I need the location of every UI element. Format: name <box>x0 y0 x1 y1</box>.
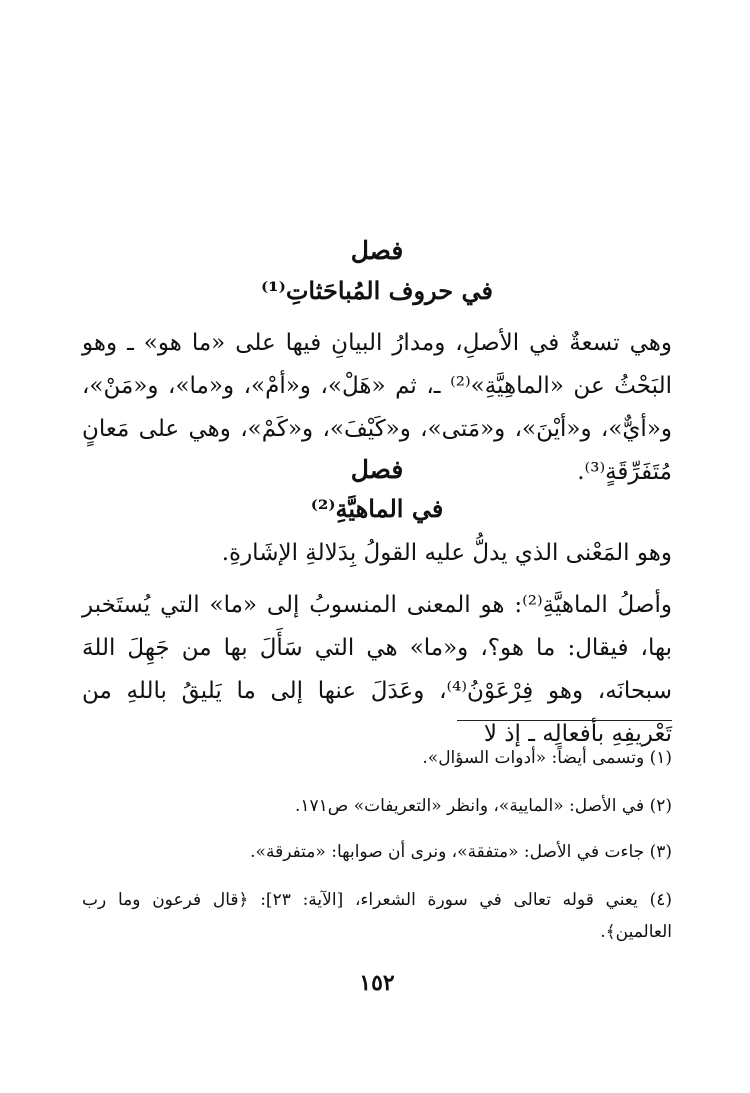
page-number: ١٥٢ <box>359 970 395 996</box>
section-1-subtitle: في حروف المُباحَثاتِ⁽¹⁾ <box>261 276 493 305</box>
footnote-2: (٢) في الأصل: «المايية»، وانظر «التعريفات» ص١٧١. <box>294 796 672 816</box>
footnote-divider <box>457 720 672 721</box>
section-2-paragraph-1: وهو المَعْنى الذي يدلُّ عليه القولُ بِدَلالةِ الإشَارةِ. <box>221 540 672 566</box>
section-2-paragraph-2: وأصلُ الماهيَّةِ⁽²⁾: هو المعنى المنسوبُ إلى «ما» التي يُستَخبر بها، فيقال: ما هو؟، و«ما» هي التي سَأَلَ بها من جَهِلَ اللهَ سبحانَه، وهو فِرْعَوْنُ⁽⁴⁾، وعَدَلَ عنها إلى ما يَليقُ باللهِ من تَعْريفِهِ بأفعالِه ـ إذ لا <box>82 592 673 747</box>
section-1-title: فصل <box>350 236 404 265</box>
section-2-subtitle: في الماهيَّةِ⁽²⁾ <box>310 494 444 523</box>
section-1-paragraph: وهي تسعةٌ في الأصلِ، ومدارُ البيانِ فيها على «ما هو» ـ وهو البَحْثُ عن «الماهِيَّةِ»⁽²⁾ ـ، ثم «هَلْ»، و«أمْ»، و«ما»، و«مَنْ»، و«أيٌّ»، و«أيْنَ»، و«مَتى»، و«كَيْفَ»، و«كَمْ»، وهي على مَعانٍ مُتَفَرِّقَةٍ⁽³⁾. <box>82 330 672 485</box>
footnote-1: (١) وتسمى أيضاً: «أدوات السؤال». <box>422 748 672 768</box>
book-page <box>82 0 672 1093</box>
footnote-4: (٤) يعني قوله تعالى في سورة الشعراء، [الآية: ٢٣]: ﴿قال فرعون وما رب العالمين﴾. <box>82 890 672 942</box>
footnote-3: (٣) جاءت في الأصل: «متفقة»، ونرى أن صوابها: «متفرقة». <box>250 842 672 862</box>
section-2-title: فصل <box>350 455 404 484</box>
